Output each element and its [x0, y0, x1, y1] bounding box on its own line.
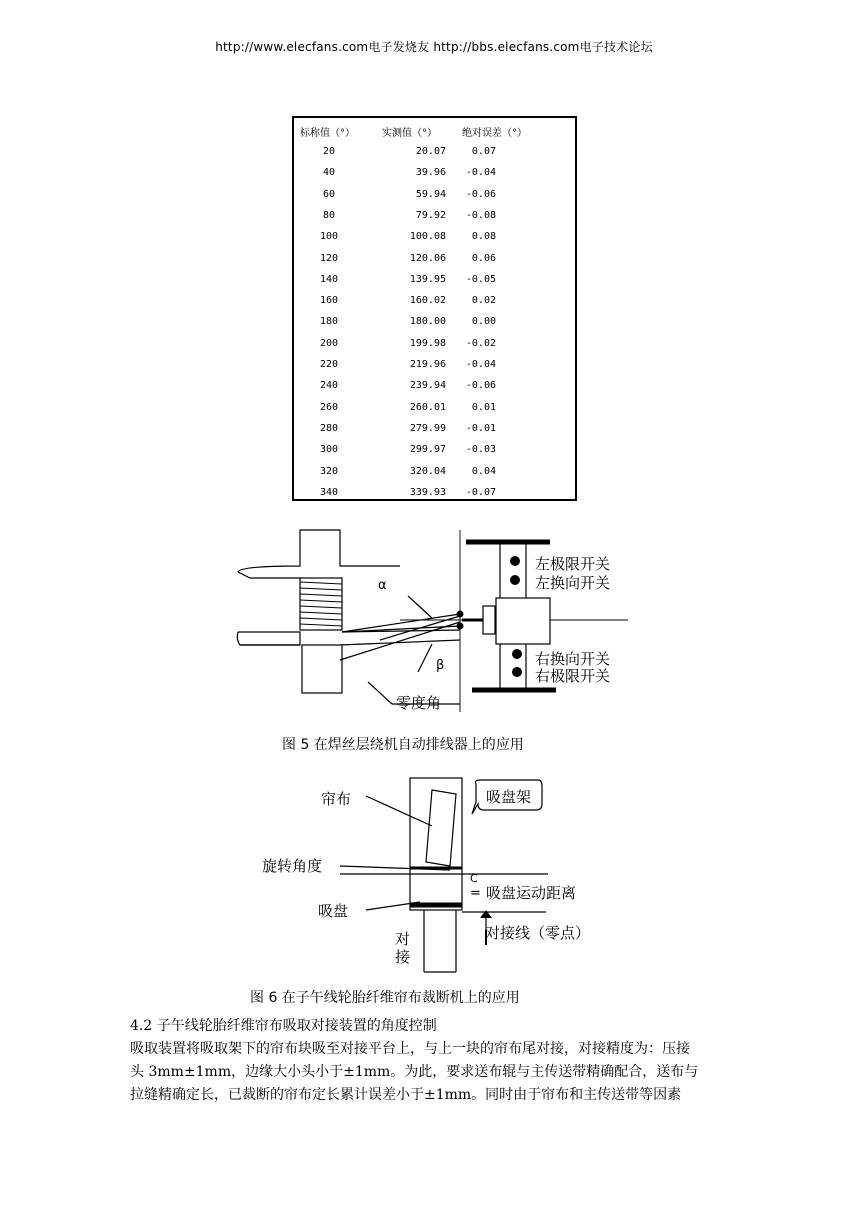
alpha-label: α: [378, 578, 387, 593]
measured-cell: 100.08: [409, 231, 446, 243]
nominal-cell: 220: [319, 359, 339, 370]
paragraph-line-3: 拉缝精确定长，已裁断的帘布定长累计误差小于±1mm。同时由于帘布和主传送带等因素: [130, 1087, 682, 1103]
nominal-cell: 340: [319, 486, 339, 498]
measured-cell: 199.98: [409, 337, 446, 349]
nominal-cell: 100: [319, 231, 339, 243]
error-cell: 0.06: [471, 252, 496, 264]
error-cell: 0.08: [471, 231, 496, 243]
error-cell: -0.05: [465, 273, 496, 285]
figure-5-caption: 图 5 在焊丝层绕机自动排线器上的应用: [282, 737, 524, 753]
nominal-cell: 260: [319, 401, 339, 413]
right-limit-switch-label: 右极限开关: [535, 667, 611, 685]
error-cell: -0.01: [465, 422, 496, 434]
figure-6-caption: 图 6 在子午线轮胎纤维帘布裁断机上的应用: [250, 990, 520, 1006]
beta-label: β: [436, 658, 445, 673]
page-header: http://www.elecfans.com电子发烧友 http://bbs.elecfans.com电子技术论坛: [215, 40, 653, 54]
butt-label-1: 对: [395, 930, 411, 948]
nominal-cell: 180: [319, 316, 339, 328]
suction-distance-label: 吸盘运动距离: [486, 884, 577, 902]
zero-angle-label: 零度角: [396, 694, 442, 712]
nominal-cell: 40: [322, 167, 336, 179]
paragraph-line-1: 吸取装置将吸取架下的帘布块吸至对接平台上，与上一块的帘布尾对接，对接精度为：压接: [130, 1041, 690, 1057]
measured-cell: 320.04: [409, 465, 446, 477]
butt-line-label: 对接线（零点）: [485, 924, 591, 942]
measured-cell: 239.94: [409, 380, 446, 392]
butt-label-2: 接: [395, 948, 411, 966]
suction-cup-label: 吸盘: [318, 902, 349, 920]
measured-cell: 139.95: [409, 273, 446, 285]
measured-cell: 339.93: [409, 486, 446, 498]
paragraph-line-2: 头 3mm±1mm，边缘大小头小于±1mm。为此，要求送布辊与主传送带精确配合，送布与: [130, 1064, 699, 1080]
suction-frame-label: 吸盘架: [486, 788, 532, 806]
left-reverse-switch-label: 左换向开关: [535, 574, 611, 592]
error-cell: 0.00: [471, 316, 496, 328]
error-cell: 0.02: [471, 295, 496, 307]
nominal-cell: 140: [319, 273, 339, 285]
nominal-cell: 320: [319, 465, 339, 477]
error-cell: 0.01: [471, 401, 496, 413]
error-cell: -0.06: [465, 380, 496, 392]
nominal-cell: 80: [322, 209, 336, 221]
measured-cell: 180.00: [409, 316, 446, 328]
nominal-cell: 240: [319, 380, 339, 392]
error-cell: -0.03: [465, 444, 496, 456]
nominal-cell: 280: [319, 422, 339, 434]
measured-cell: 59.94: [415, 188, 446, 200]
section-heading: 4.2 子午线轮胎纤维帘布吸取对接装置的角度控制: [130, 1018, 437, 1034]
nominal-cell: 300: [319, 444, 339, 456]
nominal-cell: 20: [322, 146, 336, 157]
error-cell: 0.04: [471, 465, 496, 477]
error-cell: -0.04: [465, 167, 496, 179]
right-reverse-switch-label: 右换向开关: [535, 650, 611, 668]
measured-cell: 279.99: [409, 422, 446, 434]
c-symbol-label: C: [470, 872, 478, 885]
header-nominal: 标称值（°）: [300, 128, 355, 139]
error-cell: -0.06: [465, 188, 496, 200]
measured-cell: 39.96: [415, 167, 446, 179]
rotation-angle-label: 旋转角度: [262, 857, 323, 875]
error-cell: 0.07: [471, 146, 496, 157]
error-cell: -0.08: [465, 209, 496, 221]
header-measured: 实测值（°）: [382, 128, 437, 139]
measured-cell: 79.92: [415, 209, 446, 221]
cord-fabric-label: 帘布: [321, 790, 352, 808]
error-cell: -0.04: [465, 359, 496, 370]
measured-cell: 260.01: [409, 401, 446, 413]
error-cell: -0.07: [465, 486, 496, 498]
header-abs-error: 绝对误差（°）: [462, 128, 527, 139]
measured-cell: 20.07: [415, 146, 446, 157]
left-limit-switch-label: 左极限开关: [535, 555, 611, 573]
nominal-cell: 200: [319, 337, 339, 349]
nominal-cell: 120: [319, 252, 339, 264]
measured-cell: 160.02: [409, 295, 446, 307]
measured-cell: 219.96: [409, 359, 446, 370]
nominal-cell: 160: [319, 295, 339, 307]
measured-cell: 299.97: [409, 444, 446, 456]
measured-cell: 120.06: [409, 252, 446, 264]
nominal-cell: 60: [322, 188, 336, 200]
eq-symbol-label: =: [470, 886, 481, 901]
error-cell: -0.02: [465, 337, 496, 349]
